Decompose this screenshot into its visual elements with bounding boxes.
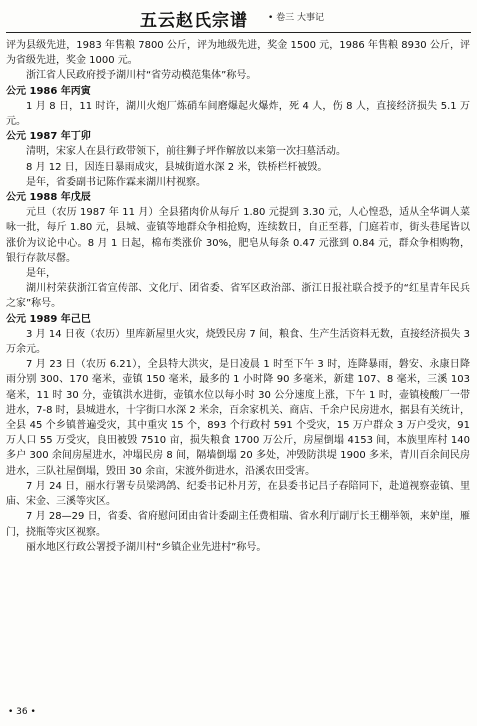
paragraph: 1 月 8 日，11 时许，湖川火炮厂炼硝车间磨爆起火爆炸，死 4 人，伤 8 人，直接经济损失 5.1 万元。: [6, 100, 470, 128]
year-heading: 公元 1987 年丁卯: [6, 131, 91, 143]
paragraph: 丽水地区行政公署授予湖川村“乡镇企业先进村”称号。: [26, 541, 267, 553]
page-number: • 36 •: [8, 707, 36, 717]
paragraph: 是年，: [26, 268, 56, 280]
paragraph: 3 月 14 日夜（农历）里库新屋里火灾，烧毁民房 7 间，粮食、生产生活资料无数，直接经济损失 3 万余元。: [6, 328, 470, 356]
year-heading: 公元 1988 年戊辰: [6, 192, 91, 204]
paragraph: 评为县级先进，1983 年售粮 7800 公斤，评为地级先进，奖金 1500 元，1986 年售粮 8930 公斤，评为省级先进，奖金 1000 元。: [6, 40, 470, 67]
paragraph: 浙江省人民政府授予湖川村“省劳动模范集体”称号。: [26, 70, 257, 82]
paragraph: 元旦（农历 1987 年 11 月）全县猪肉价从每斤 1.80 元提到 3.30 元，人心惶恐，适从全华调人菜咏一批，每斤 1.80 元，县城、壶镇等地群众争相抢购，连续数日，自正至暮，门庭若市，街头巷尾皆以涨价为议论中心。8 月 1 日起，棉布类涨价 30%，肥皂从每条 0.47 元涨到 0.84 元，群众争相购物，银行存款尽罄。: [6, 207, 470, 264]
page-header: [0, 0, 477, 34]
paragraph: 湖川村荣获浙江省宣传部、文化厅、团省委、省军区政治部、浙江日报社联合授予的“红星青年民兵之家”称号。: [6, 283, 470, 310]
paragraph: 7 月 23 日（农历 6.21），全县特大洪灾，是日凌晨 1 时至下午 3 时，连降暴雨，磐安、永康日降雨分别 300、170 毫米，壶镇 150 毫米，最多的 1 小时降 90 多毫米，新建 107、8 毫米，三溪 103 毫米，11 时 30 分，壶镇洪水进街，壶镇水位以每小时 30 公分速度上涨，下午 1 时，壶镇棱酸厂一带进水，7-8 时，县城进水，十字街口水深 2 米余，百余家机关、商店、千余户民房进水，据县有关统计，全县 45 个乡镇普遍受灾，其中重灾 15 个，893 个行政村 591 个受灾，15 万户群众 3 万户受灾，91 万人口 55 万受灾，良田被毁 7510 亩，损失粮食 1700 万公斤，房屋倒塌 4153 间，本族里库村 140 多户 300 余间房屋进水，冲塌民房 8 间，隔墙倒塌 20 多处，冲毁防洪堤 1900 多米，青川百余间民房进水，三队社屋倒塌，毁田 30 余亩，宋渡外街进水，沿溪农田受害。: [6, 359, 470, 477]
year-heading: 公元 1989 年己巳: [6, 313, 91, 325]
header-divider: [6, 32, 471, 33]
paragraph: 清明，宋家人在县行政带领下，前往狮子坪作解放以来第一次扫墓活动。: [26, 146, 346, 158]
paragraph: 8 月 12 日，因连日暴雨成灾，县城街道水深 2 米，铁桥栏杆被毁。: [26, 161, 328, 173]
document-body: [6, 38, 470, 555]
section-label: • 卷三 大事记: [268, 13, 325, 23]
paragraph: 是年，省委副书记陈作霖来湖川村视察。: [26, 176, 206, 188]
paragraph: 7 月 24 日，丽水行署专员梁鸿鸽、纪委书记朴月芳，在县委书记吕子春陪同下，赴道视察壶镇、里庙、宋金、三溪等灾区。: [6, 480, 470, 508]
page-title: 五云赵氏宗谱: [140, 11, 248, 31]
paragraph: 7 月 28—29 日，省委、省府慰问团由省计委副主任费相瑞、省水利厅副厅长王棚举领，来妒崖，雁门，挠瓶等灾区视察。: [6, 511, 470, 538]
year-heading: 公元 1986 年丙寅: [6, 85, 91, 97]
